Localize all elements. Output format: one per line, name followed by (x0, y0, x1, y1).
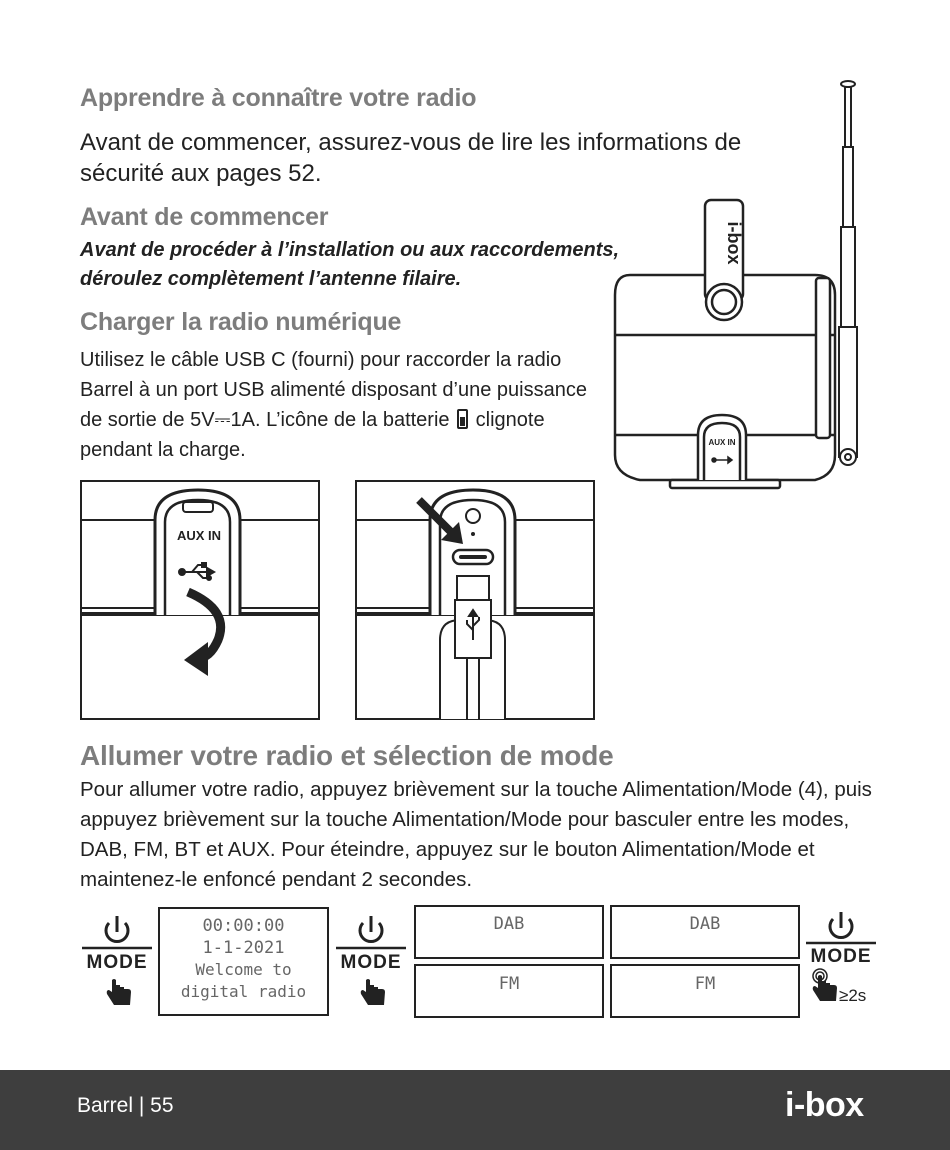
mode-label: MODE (340, 952, 402, 973)
welcome-time: 00:00:00 (202, 916, 285, 936)
welcome-date: 1-1-2021 (202, 938, 285, 958)
mode-label: MODE (86, 952, 148, 973)
screen-dab-1-text: DAB (493, 914, 525, 934)
heading-power-mode: Allumer votre radio et sélection de mode (80, 740, 614, 771)
screen-fm-2-text: FM (694, 974, 716, 994)
paragraph-before-start: Avant de procéder à l’installation ou aux raccordements, déroulez complètement l’antenne filaire. (80, 239, 620, 290)
hand-press-icon (358, 978, 388, 1006)
welcome-line-2: digital radio (180, 982, 307, 1001)
usb-c-connection-illustration (355, 480, 595, 720)
paragraph-charge-radio (80, 345, 590, 465)
mode-button-hold (806, 910, 876, 1010)
footer (0, 1070, 950, 1150)
mode-label: MODE (810, 946, 872, 967)
power-icon (806, 910, 876, 946)
paragraph-learn-radio: Avant de commencer, assurez-vous de lire les informations de sécurité aux pages 52. (80, 129, 742, 187)
battery-icon (457, 409, 468, 429)
page-label: Barrel | 55 (77, 1094, 174, 1117)
antenna-icon (839, 81, 857, 465)
radio-logo-text: i-box (724, 221, 744, 265)
hand-press-icon (104, 978, 134, 1006)
mode-button-step-1 (82, 912, 152, 1007)
heading-before-start: Avant de commencer (80, 203, 329, 231)
heading-learn-radio: Apprendre à connaître votre radio (80, 84, 477, 112)
paragraph-power-mode: Pour allumer votre radio, appuyez brièvement sur la touche Alimentation/Mode (4), puis appuyez brièvement sur la touche Alimentation/Mode pour basculer entre les modes, DAB, FM, BT et AUX. Pour éteindre, appuyez sur le bouton Alimentation/Mode et maintenez-le enfoncé pendant 2 secondes. (80, 778, 872, 891)
heading-charge-radio: Charger la radio numérique (80, 308, 402, 336)
screen-fm-1-text: FM (498, 974, 520, 994)
aux-in-label: AUX IN (176, 528, 222, 543)
power-icon (336, 912, 406, 952)
aux-in-small-label: AUX IN (708, 438, 736, 447)
charge-text-part2: clignote pendant la charge. (80, 409, 545, 461)
charge-text-part1: Utilisez le câble USB C (fourni) pour raccorder la radio Barrel à un port USB alimenté disposant d’une puissance de sortie de 5V⎓1A. L’icône de la batterie (80, 349, 587, 431)
power-icon (82, 912, 152, 952)
port-cover-illustration (80, 480, 320, 720)
welcome-line-1: Welcome to (195, 960, 292, 979)
brand-logo: i-box (785, 1086, 864, 1124)
screen-dab-2-text: DAB (689, 914, 721, 934)
hand-hold-icon (808, 968, 842, 1004)
hold-duration-label: ≥2s (839, 986, 867, 1005)
radio-illustration (610, 75, 870, 495)
mode-button-step-2 (336, 912, 406, 1007)
